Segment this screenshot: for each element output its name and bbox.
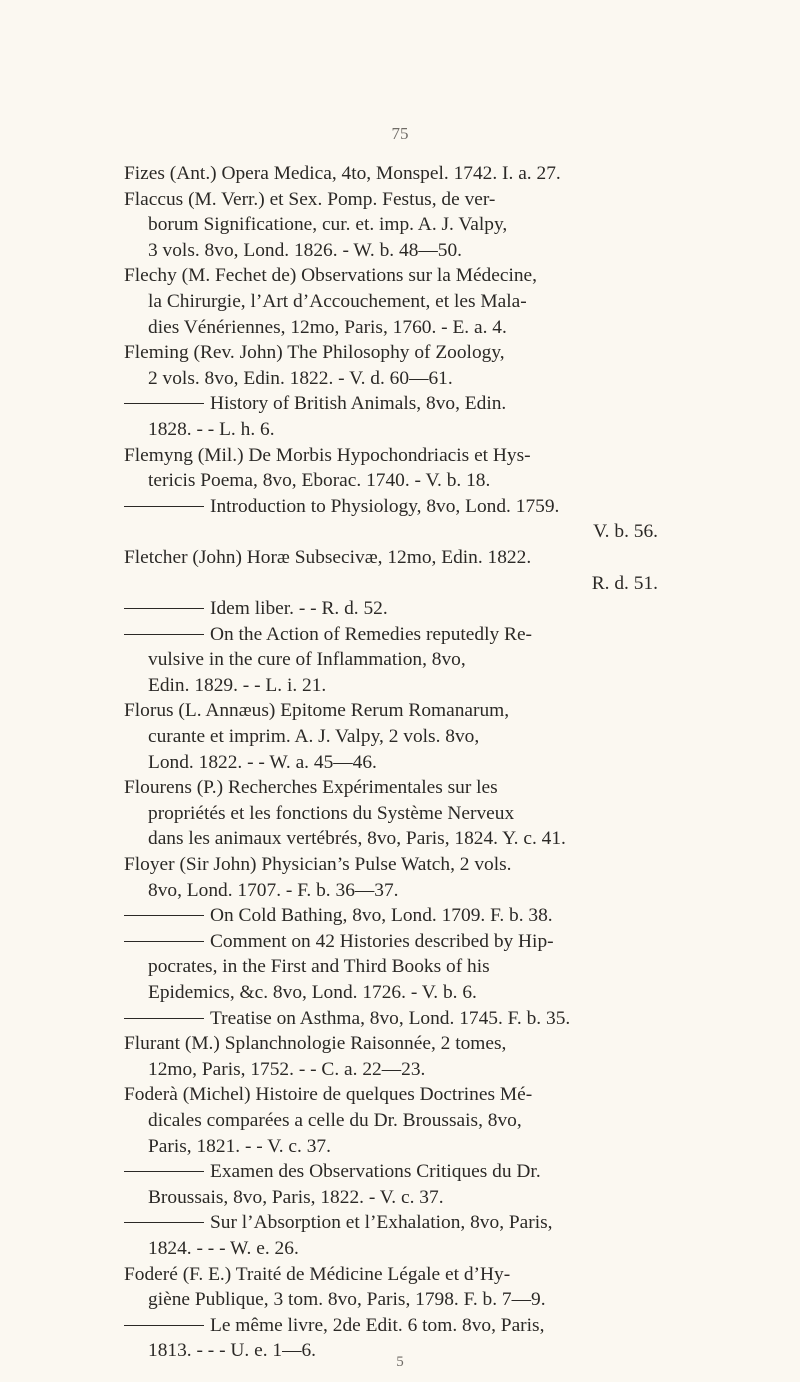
entry-line — [124, 852, 658, 878]
entry-text: Lond. 1822. - - W. a. 45—46. — [148, 751, 377, 773]
signature-mark: 5 — [396, 1354, 404, 1370]
entry-text: Florus (L. Annæus) Epitome Rerum Romanarum, — [124, 700, 510, 722]
ditto-dash — [124, 941, 204, 942]
entry-line — [124, 1057, 658, 1083]
entry-line — [124, 417, 658, 443]
entry-line — [124, 1134, 658, 1160]
entry-text: curante et imprim. A. J. Valpy, 2 vols. 8vo, — [148, 726, 480, 748]
entry-line — [124, 545, 658, 571]
entry-line — [124, 878, 658, 904]
catalogue-entries — [124, 161, 658, 1364]
entry-text: Broussais, 8vo, Paris, 1822. - V. c. 37. — [148, 1186, 444, 1208]
entry-line — [124, 1236, 658, 1262]
entry-text: History of British Animals, 8vo, Edin. — [210, 393, 507, 415]
ditto-dash — [124, 403, 204, 404]
entry-text: 1824. - - - W. e. 26. — [148, 1237, 299, 1259]
entry-text: Sur l’Absorption et l’Exhalation, 8vo, Paris, — [210, 1212, 553, 1234]
page-number: 75 — [391, 124, 409, 143]
entry-line — [124, 673, 658, 699]
entry-text: la Chirurgie, l’Art d’Accouchement, et les Mala- — [148, 290, 527, 312]
entry-text: Fizes (Ant.) Opera Medica, 4to, Monspel. 1742. I. a. 27. — [124, 163, 561, 184]
ditto-dash — [124, 915, 204, 916]
entry-line — [124, 826, 658, 852]
entry-text: Idem liber. - - R. d. 52. — [210, 598, 388, 620]
catalogue-entry — [124, 545, 658, 699]
catalogue-entry — [124, 161, 658, 263]
entry-line — [124, 340, 658, 366]
ditto-dash — [124, 634, 204, 635]
entry-text: 8vo, Lond. 1707. - F. b. 36—37. — [148, 879, 399, 901]
entry-text: On Cold Bathing, 8vo, Lond. 1709. F. b. 38. — [210, 905, 553, 927]
entry-line — [124, 698, 658, 724]
entry-text: Examen des Observations Critiques du Dr. — [210, 1161, 541, 1183]
entry-text: R. d. 51. — [591, 572, 658, 594]
catalogue-entry — [124, 1082, 658, 1261]
entry-line — [124, 1108, 658, 1134]
entry-line — [124, 750, 658, 776]
entry-text: On the Action of Remedies reputedly Re- — [210, 623, 533, 645]
entry-text: Fleming (Rev. John) The Philosophy of Zoology, — [124, 342, 505, 364]
entry-line — [124, 161, 658, 187]
entry-line — [124, 289, 658, 315]
entry-line — [124, 443, 658, 469]
entry-text: Introduction to Physiology, 8vo, Lond. 1759. — [210, 495, 560, 517]
entry-line — [124, 1287, 658, 1313]
entry-text: 3 vols. 8vo, Lond. 1826. - W. b. 48—50. — [148, 239, 463, 261]
entry-text: Treatise on Asthma, 8vo, Lond. 1745. F. b. 35. — [210, 1007, 571, 1029]
entry-text: Foderé (F. E.) Traité de Médicine Légale et d’Hy- — [124, 1263, 511, 1285]
catalogue-entry — [124, 698, 658, 775]
entry-text: dicales comparées a celle du Dr. Broussais, 8vo, — [148, 1109, 522, 1131]
entry-line — [124, 1006, 658, 1032]
entry-text: Comment on 42 Histories described by Hip- — [210, 930, 554, 952]
entry-text: borum Significatione, cur. et. imp. A. J. Valpy, — [148, 214, 508, 236]
entry-line — [124, 724, 658, 750]
ditto-dash — [124, 1018, 204, 1019]
entry-text: pocrates, in the First and Third Books of his — [148, 956, 490, 978]
entry-line — [124, 494, 658, 520]
entry-text: 1828. - - L. h. 6. — [148, 418, 275, 440]
ditto-dash — [124, 506, 204, 507]
catalogue-entry — [124, 1262, 658, 1364]
catalogue-entry — [124, 775, 658, 852]
entry-line — [124, 622, 658, 648]
entry-line — [124, 1031, 658, 1057]
entry-text: Edin. 1829. - - L. i. 21. — [148, 674, 327, 696]
entry-line — [124, 238, 658, 264]
catalogue-entry — [124, 263, 658, 340]
entry-text: Le même livre, 2de Edit. 6 tom. 8vo, Paris, — [210, 1314, 545, 1336]
ditto-dash — [124, 1325, 204, 1326]
entry-line — [124, 187, 658, 213]
entry-text: Flaccus (M. Verr.) et Sex. Pomp. Festus, de ver- — [124, 188, 496, 210]
ditto-dash — [124, 1171, 204, 1172]
entry-line — [124, 775, 658, 801]
entry-line — [124, 366, 658, 392]
entry-text: Paris, 1821. - - V. c. 37. — [148, 1135, 331, 1157]
entry-text: propriétés et les fonctions du Système Nerveux — [148, 802, 515, 824]
entry-line — [124, 596, 658, 622]
entry-text: Flourens (P.) Recherches Expérimentales sur les — [124, 777, 498, 799]
entry-line — [124, 980, 658, 1006]
entry-line — [124, 519, 658, 545]
ditto-dash — [124, 1222, 204, 1223]
entry-line — [124, 1210, 658, 1236]
entry-line — [124, 212, 658, 238]
entry-text: Floyer (Sir John) Physician’s Pulse Watch, 2 vols. — [124, 854, 512, 876]
entry-line — [124, 954, 658, 980]
entry-text: 1813. - - - U. e. 1—6. — [148, 1340, 317, 1362]
catalogue-entry — [124, 340, 658, 442]
entry-text: 2 vols. 8vo, Edin. 1822. - V. d. 60—61. — [148, 367, 453, 389]
entry-line — [124, 1313, 658, 1339]
entry-line — [124, 1262, 658, 1288]
entry-text: Foderà (Michel) Histoire de quelques Doctrines Mé- — [124, 1084, 533, 1106]
entry-text: tericis Poema, 8vo, Eborac. 1740. - V. b. 18. — [148, 470, 491, 492]
entry-line — [124, 929, 658, 955]
entry-line — [124, 468, 658, 494]
entry-line — [124, 391, 658, 417]
entry-line — [124, 1159, 658, 1185]
entry-line — [124, 647, 658, 673]
entry-text: giène Publique, 3 tom. 8vo, Paris, 1798. F. b. 7—9. — [148, 1289, 546, 1311]
entry-line — [124, 1082, 658, 1108]
catalogue-entry — [124, 443, 658, 545]
catalogue-entry — [124, 1031, 658, 1082]
entry-text: Epidemics, &c. 8vo, Lond. 1726. - V. b. 6. — [148, 982, 477, 1003]
entry-line — [124, 315, 658, 341]
entry-text: 12mo, Paris, 1752. - - C. a. 22—23. — [148, 1058, 426, 1080]
entry-text: Flemyng (Mil.) De Morbis Hypochondriacis et Hys- — [124, 444, 531, 466]
entry-text: Flechy (M. Fechet de) Observations sur la Médecine, — [124, 265, 538, 287]
entry-line — [124, 801, 658, 827]
entry-text: V. b. 56. — [593, 521, 658, 543]
entry-line — [124, 903, 658, 929]
catalogue-entry — [124, 852, 658, 1031]
entry-text: Flurant (M.) Splanchnologie Raisonnée, 2 tomes, — [124, 1033, 507, 1055]
entry-line — [124, 263, 658, 289]
entry-line — [124, 1185, 658, 1211]
entry-text: dies Vénériennes, 12mo, Paris, 1760. - E. a. 4. — [148, 316, 507, 338]
entry-text: dans les animaux vertébrés, 8vo, Paris, 1824. Y. c. 41. — [148, 828, 566, 850]
ditto-dash — [124, 608, 204, 609]
entry-line — [124, 571, 658, 597]
entry-text: Fletcher (John) Horæ Subsecivæ, 12mo, Edin. 1822. — [124, 546, 532, 568]
entry-text: vulsive in the cure of Inflammation, 8vo, — [148, 649, 466, 671]
